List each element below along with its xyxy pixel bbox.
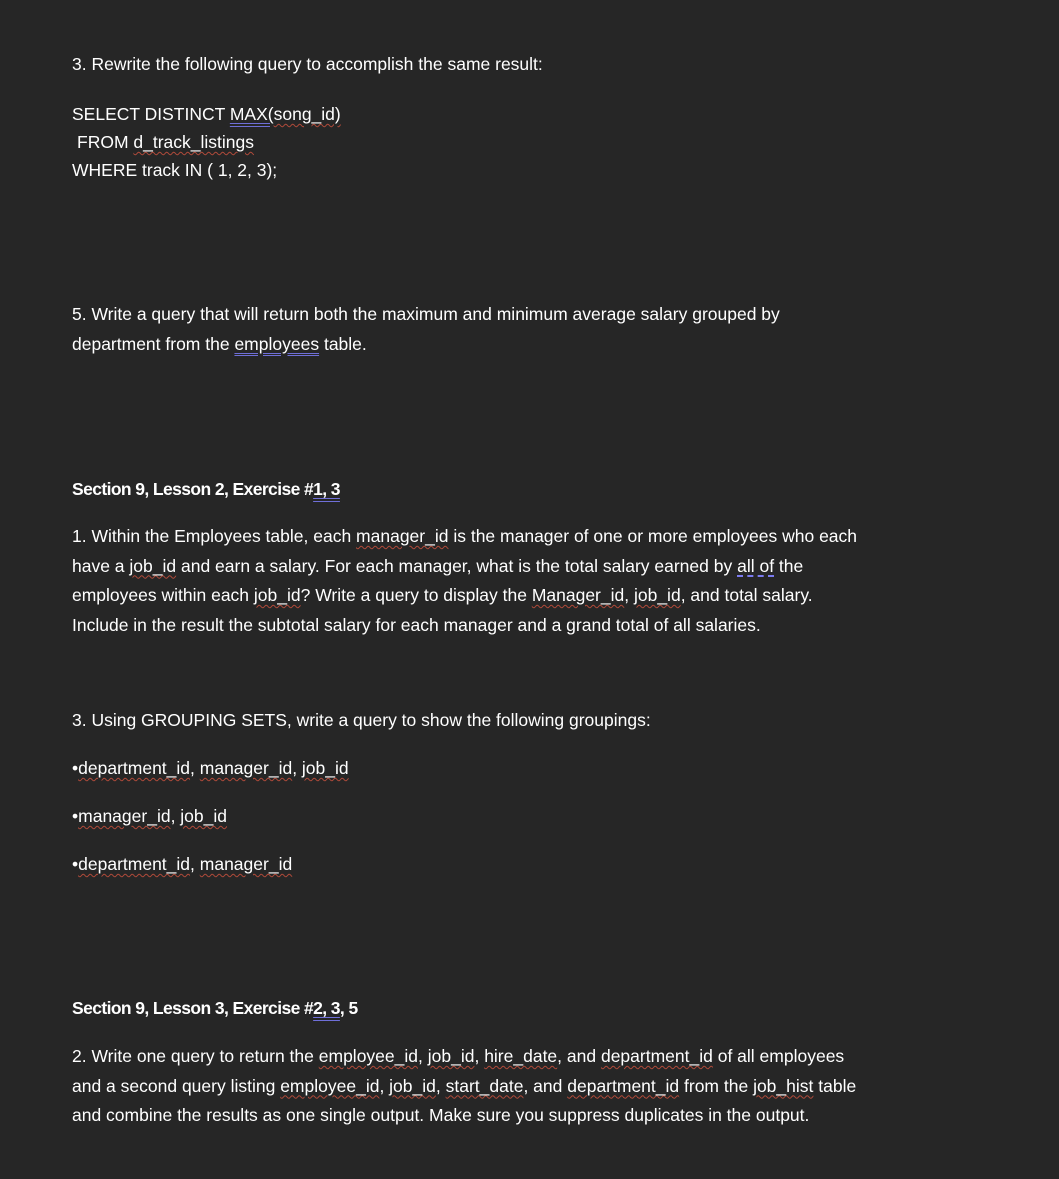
s92-q1-line-1: 1. Within the Employees table, each manager_id is the manager of one or more employees who each [72,526,858,546]
grouping-bullet-1: •department_id, manager_id, job_id [72,758,349,778]
s92-q1-line-2: have a job_id and earn a salary. For each manager, what is the total salary earned by all of the [72,555,804,576]
s93-q2-line-2: and a second query listing employee_id, job_id, start_date, and department_id from the job_hist table [72,1075,857,1096]
s93-q2-line-3: and combine the results as one single output. Make sure you suppress duplicates in the output. [72,1105,810,1125]
code-line-where: WHERE track IN ( 1, 2, 3); [72,160,278,180]
code-line-select: SELECT DISTINCT MAX(song_id) [72,104,341,124]
bullet-icon: • [72,758,79,778]
s93-q2-line-1: 2. Write one query to return the employee_id, job_id, hire_date, and department_id of all employees [72,1046,845,1066]
section-9-2-question-1 [72,522,952,640]
bullet-icon: • [72,806,79,826]
code-line-from: FROM d_track_listings [77,132,255,152]
section-9-3-question-2 [72,1042,952,1131]
grouping-bullet-3: •department_id, manager_id [72,854,293,874]
section-9-lesson-2-heading: Section 9, Lesson 2, Exercise #1, 3 [72,479,340,499]
grouping-bullet-2: •manager_id, job_id [72,806,228,826]
question-5 [72,300,952,359]
section-9-2-question-3: 3. Using GROUPING SETS, write a query to show the following groupings: [72,710,651,730]
question-5-line-2: department from the employees table. [72,333,367,354]
s92-q1-line-4: Include in the result the subtotal salary for each manager and a grand total of all salaries. [72,614,761,635]
question-3-rewrite-prompt: 3. Rewrite the following query to accomplish the same result: [72,54,543,74]
sql-code-block [72,100,952,184]
bullet-icon: • [72,854,79,874]
question-5-line-1: 5. Write a query that will return both the maximum and minimum average salary grouped by [72,304,780,324]
section-9-lesson-3-heading: Section 9, Lesson 3, Exercise #2, 3, 5 [72,998,358,1018]
s92-q1-line-3: employees within each job_id? Write a query to display the Manager_id, job_id, and total salary. [72,585,813,605]
